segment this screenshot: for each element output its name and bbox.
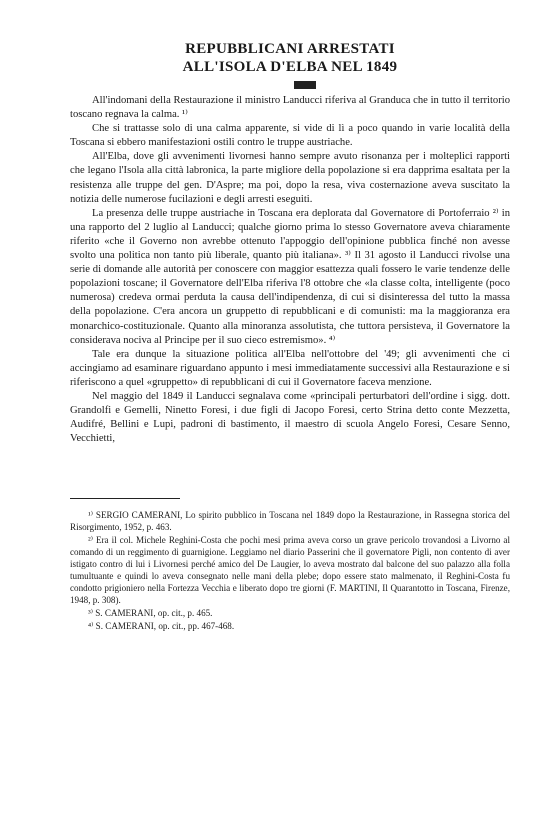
article-page [70,40,510,633]
title-line-2: ALL'ISOLA D'ELBA NEL 1849 [182,59,398,75]
footnotes [70,509,510,632]
paragraph-4: La presenza delle truppe austriache in Toscana era deplorata dal Governatore di Portoferraio ²⁾ in una rapporto del 2 luglio al Landucci; qualche giorno prima lo stesso Governatore aveva chiaramente riferito «che il Governo non avrebbe ottenuto l'appoggio dell'opinione pubblica finché non avesse svolto una politica non tanto più liberale, quanto più italiana». ³⁾ Il 31 agosto il Landucci rivolse una serie di domande alle autorità per conoscere con maggior esattezza quali fossero le varie tendenze delle popolazioni toscane; il Governatore dell'Elba riferiva l'8 ottobre che «la classe colta, intelligente (poco numerosa) credeva ormai perduta la causa dell'indipendenza, di cui si disinteressa del tutto la massa della popolazione. C'era ancora un gruppetto di repubblicani e di comunisti: ma la maggioranza era monarchico-costituzionale. Quanto alla minoranza assolutista, che tuttora persisteva, il Governatore la considerava nociva al Principe per il suo cieco estremismo». ⁴⁾ [70,207,510,346]
paragraph-1: All'indomani della Restaurazione il ministro Landucci riferiva al Granduca che in tutto il territorio toscano regnava la calma. ¹⁾ [70,95,510,121]
footnote-3: ³⁾ S. CAMERANI, op. cit., p. 465. [88,608,213,619]
paragraph-5: Tale era dunque la situazione politica all'Elba nell'ottobre del '49; gli avvenimenti che ci accingiamo ad esaminare riguardano appunto i mesi immediatamente successivi alla Restaurazione e si riferiscono a quel «gruppetto» di repubblicani di cui il Governatore faceva menzione. [70,348,510,388]
title-line-1: REPUBBLICANI ARRESTATI [185,41,395,57]
ink-smudge-mark [70,76,510,90]
footnote-1: ¹⁾ SERGIO CAMERANI, Lo spirito pubblico in Toscana nel 1849 dopo la Restaurazione, in Rassegna storica del Risorgimento, 1952, p. 463. [70,510,510,533]
footnote-4: ⁴⁾ S. CAMERANI, op. cit., pp. 467-468. [88,621,235,632]
article-body [70,94,510,446]
article-title [70,40,510,76]
paragraph-3: All'Elba, dove gli avvenimenti livornesi hanno sempre avuto risonanza per i molteplici rapporti che legano l'Isola alla città labronica, la parte migliore della popolazione si era dapprima esaltata per la resistenza alle truppe del gen. D'Aspre; ma poi, dopo la resa, viva costernazione aveva suscitato la notizia delle numerose fucilazioni e degli arresti eseguiti. [70,151,510,205]
paragraph-6: Nel maggio del 1849 il Landucci segnalava come «principali perturbatori dell'ordine i sigg. dott. Grandolfi e Gemelli, Ninetto Foresi, i due figli di Jacopo Foresi, certo Strina detto conte Mezzetta, Audifré, Bellini e Lupi, padroni di bastimento, il maestro di scuola Angelo Foresi, Cesare Senno, Vecchietti, [70,390,510,445]
paragraph-2: Che si trattasse solo di una calma apparente, si vide di lì a poco quando in varie località della Toscana si ebbero manifestazioni ostili contro le truppe austriache. [70,123,510,149]
footnote-2: ²⁾ Era il col. Michele Reghini-Costa che pochi mesi prima aveva corso un grave pericolo trovandosi a Livorno al comando di un reggimento di guarnigione. Leggiamo nel diario Passerini che il governatore Pigli, non contento di aver istigato contro di lui i Livornesi perché amico del De Laugier, lo aveva mostrato dal balcone del suo palazzo alla folla tumultuante e quindi lo aveva consegnato nelle mani della plebe; dopo essere stato malmenato, il Reghini-Costa fu condotto prigioniero nella Fortezza Vecchia e liberato dopo tre giorni (F. MARTINI, Il Quarantotto in Toscana, Firenze, 1948, p. 308). [70,535,510,606]
footnote-divider [70,498,180,499]
